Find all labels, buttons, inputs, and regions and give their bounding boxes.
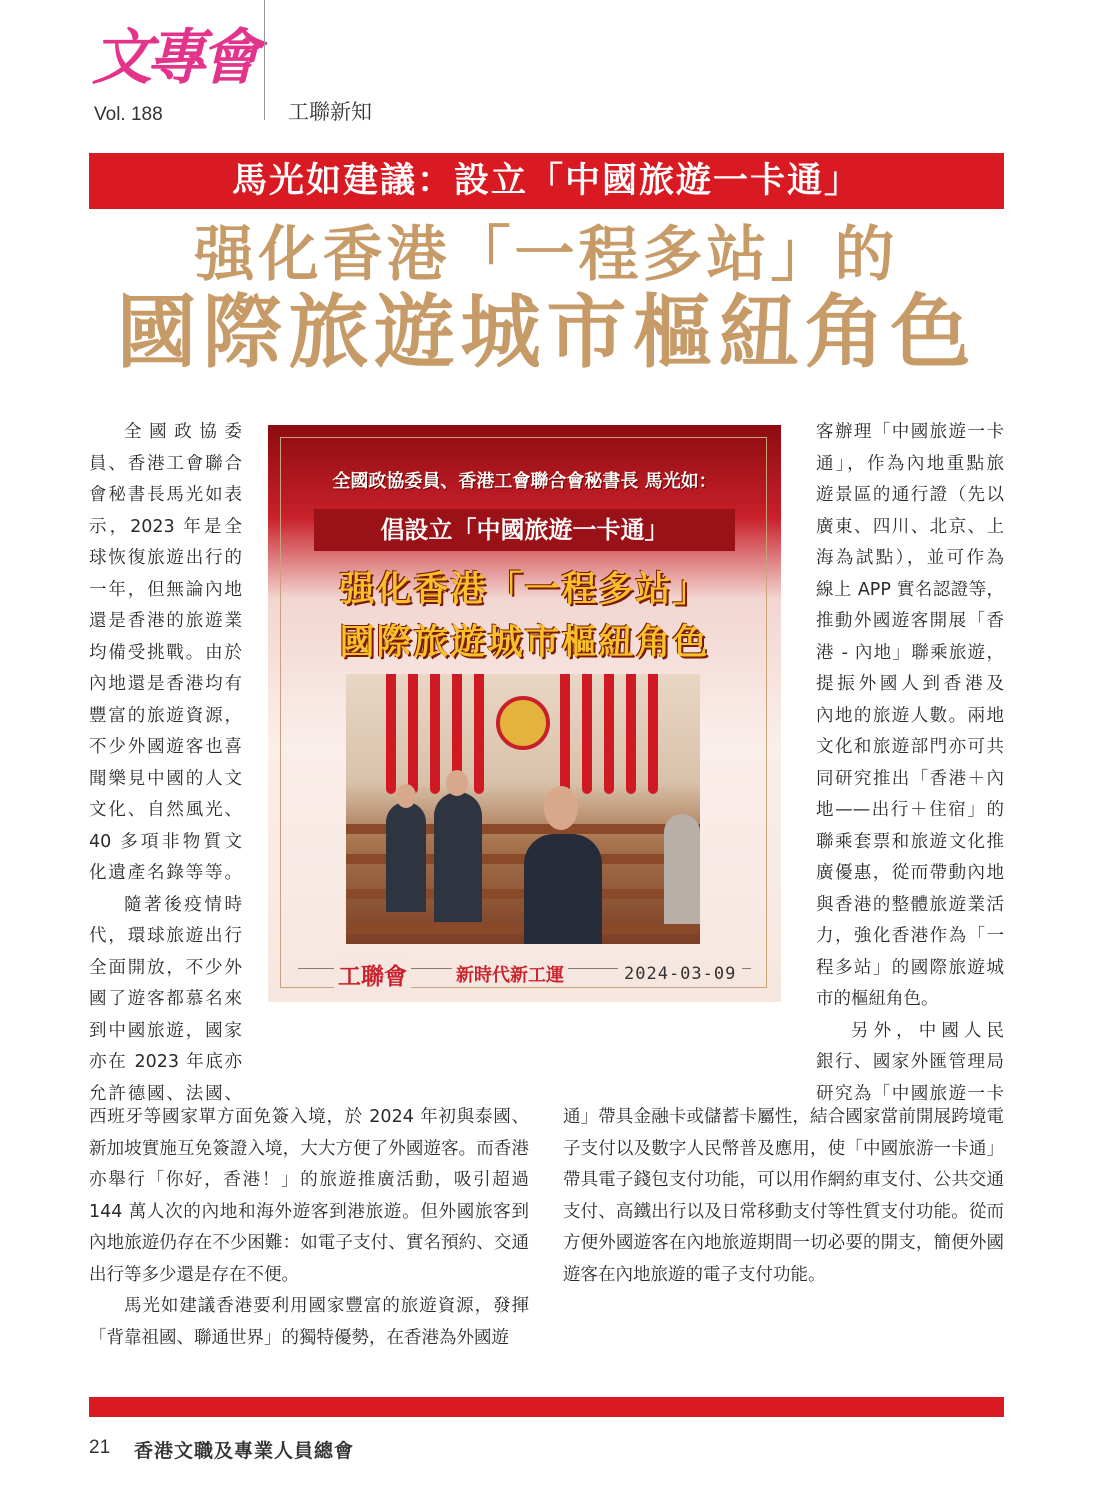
text-line: 地——出行＋住宿」的 xyxy=(816,800,1004,820)
text-line: 聯乘套票和旅遊文化推 xyxy=(816,831,1004,852)
text-line: 不少外國遊客也喜 xyxy=(89,737,242,757)
text-line: 全面開放，不少外 xyxy=(89,957,242,978)
flag-shape xyxy=(560,674,570,794)
text-line: 全國政協委 xyxy=(124,422,242,442)
paragraph: 西班牙等國家單方面免簽入境，於 2024 年初與泰國、新加坡實施互免簽證入境，大大方便了外國遊客。而香港亦舉行「你好，香港！」的旅遊推廣活動，吸引超過 144 萬人次的內地和海外遊客到港旅遊。但外國旅客到內地旅遊仍存在不少困難：如電子支付、實名預約、交通出行等多少還是存在不便。 xyxy=(89,1107,529,1285)
text-line: 推動外國遊客開展「香 xyxy=(816,611,1004,631)
text-line: 客辦理「中國旅遊一卡 xyxy=(816,422,1004,442)
speaker-head xyxy=(544,786,578,830)
paragraph: 馬光如建議香港要利用國家豐富的旅遊資源，發揮「背靠祖國、聯通世界」的獨特優勢，在香港為外國遊 xyxy=(89,1296,529,1348)
volume-number: Vol. 188 xyxy=(94,104,163,125)
headline-line-1: 强化香港「一程多站」的 xyxy=(194,220,899,290)
section-title: 工聯新知 xyxy=(288,100,372,124)
text-line: 內地還是香港均有 xyxy=(89,674,242,694)
text-line: 程多站」的國際旅遊城 xyxy=(816,957,1004,978)
text-line: 提振外國人到香港及 xyxy=(816,674,1004,694)
flag-shape xyxy=(386,674,396,794)
text-line: 文化、自然風光、 xyxy=(89,800,242,820)
text-line: 員、香港工會聯合 xyxy=(89,453,242,474)
text-line: 研究為「中國旅遊一卡 xyxy=(816,1083,1004,1104)
text-line: 廣東、四川、北京、上 xyxy=(816,516,1004,537)
delegate-figure xyxy=(386,802,426,912)
text-line: 港 - 內地」聯乘旅遊， xyxy=(816,642,1004,663)
text-line: 廣優惠，從而帶動內地 xyxy=(816,863,1004,883)
text-line: 另外，中國人民 xyxy=(851,1020,1004,1041)
flag-shape xyxy=(474,674,484,794)
text-line: 到中國旅遊，國家 xyxy=(89,1020,242,1041)
page-number: 21 xyxy=(89,1437,111,1458)
text-line: 遊景區的通行證（先以 xyxy=(816,485,1004,505)
poster-speaker-line: 全國政協委員、香港工會聯合會秘書長 馬光如： xyxy=(332,471,717,492)
flag-shape xyxy=(408,674,418,794)
text-line: 化遺產名錄等等。 xyxy=(89,863,242,883)
ftu-logo: 工聯會 xyxy=(334,958,411,991)
right-column xyxy=(816,417,1004,1110)
flag-shape xyxy=(648,674,658,794)
flag-shape xyxy=(430,674,440,794)
text-line: 市的樞紐角色。 xyxy=(816,989,939,1009)
footer-bar xyxy=(89,1397,1004,1417)
text-line: 球恢復旅遊出行的 xyxy=(89,548,242,568)
text-line: 海為試點），並可作為 xyxy=(816,548,1004,568)
text-line: 亦在 2023 年底亦 xyxy=(89,1052,242,1072)
delegate-head xyxy=(446,770,468,796)
flag-shape xyxy=(626,674,636,794)
paragraph: 通」帶具金融卡或儲蓄卡屬性，結合國家當前開展跨境電子支付以及數字人民幣普及應用，使「中國旅游一卡通」帶具電子錢包支付功能，可以用作網約車支付、公共交通支付、高鐵出行以及日常移動支付等性質支付功能。從而方便外國遊客在內地旅遊期間一切必要的開支，簡便外國遊客在內地旅遊的電子支付功能。 xyxy=(563,1107,1004,1285)
publisher-name: 香港文職及專業人員總會 xyxy=(134,1440,355,1462)
flag-shape xyxy=(604,674,614,794)
text-line: 均備受挑戰。由於 xyxy=(89,642,242,663)
text-line: 內地的旅遊人數。兩地 xyxy=(816,705,1004,726)
poster-proposal-band: 倡設立「中國旅遊一卡通」 xyxy=(314,509,735,551)
delegate-head xyxy=(396,784,416,808)
headline-line-2: 國際旅遊城市樞紐角色 xyxy=(116,285,977,379)
text-line: 國了遊客都慕名來 xyxy=(89,989,242,1009)
delegate-figure xyxy=(434,792,482,922)
campaign-poster xyxy=(268,425,781,1002)
text-line: 一年，但無論內地 xyxy=(89,579,242,600)
poster-title-1: 强化香港「一程多站」 xyxy=(339,570,710,610)
text-line: 力，強化香港作為「一 xyxy=(816,926,1004,946)
magazine-logo: 文專會 xyxy=(92,23,254,93)
flag-shape xyxy=(582,674,592,794)
left-column xyxy=(89,417,242,1110)
text-line: 豐富的旅遊資源， xyxy=(89,705,242,726)
speaker-figure xyxy=(524,834,602,944)
text-line: 與香港的整體旅遊業活 xyxy=(816,894,1004,915)
desk-row xyxy=(346,924,700,934)
poster-title-2: 國際旅遊城市樞紐角色 xyxy=(339,623,710,663)
text-line: 通」，作為內地重點旅 xyxy=(816,453,1004,474)
text-line: 聞樂見中國的人文 xyxy=(89,768,242,789)
text-line: 同研究推出「香港＋內 xyxy=(816,768,1004,789)
poster-date: 2024-03-09 xyxy=(618,964,742,984)
text-line: 會秘書長馬光如表 xyxy=(89,485,242,505)
text-line: 允許德國、法國、 xyxy=(89,1083,242,1104)
delegate-figure xyxy=(664,814,700,924)
text-line: 線上 APP 實名認證等， xyxy=(816,579,1004,600)
ftu-slogan: 新時代新工運 xyxy=(452,961,568,987)
masthead-divider xyxy=(264,0,265,120)
text-line: 銀行、國家外匯管理局 xyxy=(816,1052,1004,1072)
text-line: 文化和旅遊部門亦可共 xyxy=(816,737,1004,757)
text-line: 還是香港的旅遊業 xyxy=(89,611,242,631)
text-line: 隨著後疫情時 xyxy=(124,894,242,915)
text-line: 代，環球旅遊出行 xyxy=(89,926,242,946)
text-line: 40 多項非物質文 xyxy=(89,831,242,852)
assembly-hall-photo xyxy=(346,674,700,944)
bottom-right-column xyxy=(563,1102,1004,1291)
kicker-banner: 馬光如建議：設立「中國旅遊一卡通」 xyxy=(89,153,1004,209)
bottom-left-column xyxy=(89,1102,529,1354)
text-line: 示，2023 年是全 xyxy=(89,516,242,537)
national-emblem-icon xyxy=(496,696,550,750)
